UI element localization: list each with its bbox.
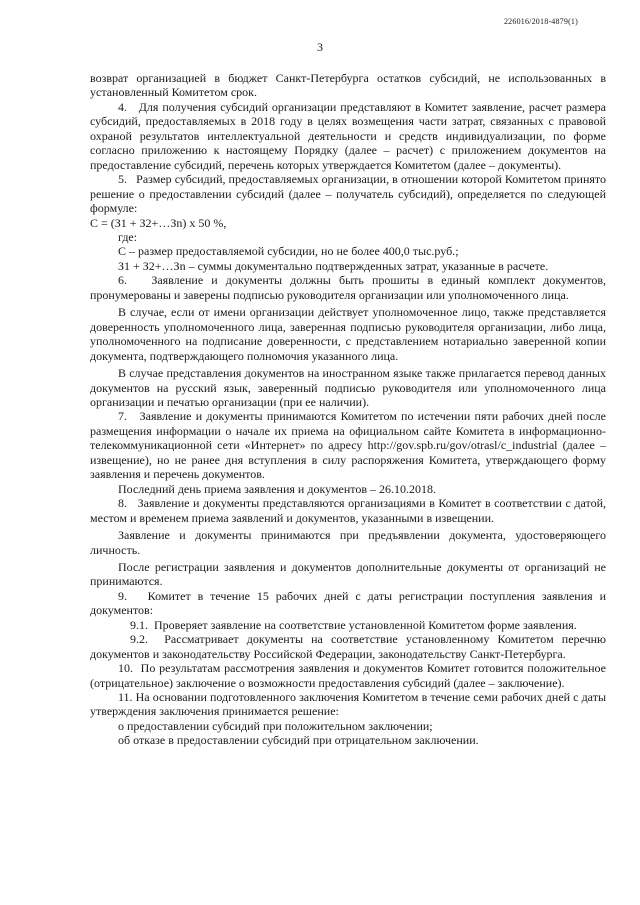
paragraph: 4. Для получения субсидий организации представляют в Комитет заявление, расчет размера субсидий, предоставляемых в 2018 году в целях возмещения части затрат, связанных с правовой охраной результатов интеллектуальной деятельности и средств индивидуализации, по форме согласно приложению к настоящему Порядку (далее – расчет) с приложением документов на предоставление субсидий, перечень которых утверждается Комитетом (далее – документы). [90, 99, 606, 172]
paragraph: С – размер предоставляемой субсидии, но не более 400,0 тыс.руб.; [118, 244, 459, 259]
paragraph: 9.2. Рассматривает документы на соответствие установленному Комитетом перечню документов и законодательству Российской Федерации, законодательству Санкт-Петербурга. [90, 632, 606, 661]
page-number: 3 [317, 40, 323, 54]
paragraph: возврат организацией в бюджет Санкт-Петербурга остатков субсидий, не использованных в установленный Комитетом срок. [90, 71, 606, 100]
paragraph: Последний день приема заявления и документов – 26.10.2018. [118, 481, 437, 496]
document-body [90, 71, 606, 748]
paragraph: о предоставлении субсидий при положительном заключении; [118, 718, 433, 733]
paragraph: 9.1. Проверяет заявление на соответствие установленной Комитетом форме заявления. [130, 617, 577, 632]
document-id: 226016/2018-4879(1) [503, 17, 578, 26]
paragraph: Заявление и документы принимаются при предъявлении документа, удостоверяющего личность. [90, 528, 606, 557]
paragraph: 6. Заявление и документы должны быть прошиты в единый комплект документов, пронумерованы и заверены подписью руководителя организации или уполномоченного лица. [90, 273, 606, 302]
paragraph: 11. На основании подготовленного заключения Комитетом в течение семи рабочих дней с даты утверждения заключения принимается решение: [90, 690, 606, 719]
paragraph: об отказе в предоставлении субсидий при отрицательном заключении. [118, 733, 479, 748]
paragraph: 5. Размер субсидий, предоставляемых организации, в отношении которой Комитетом принято решение о предоставлении субсидий (далее – получатель субсидий), определяется по следующей формуле: [90, 172, 606, 216]
paragraph: 10. По результатам рассмотрения заявления и документов Комитет готовится положительное (отрицательное) заключение о возможности предоставления субсидий (далее – заключение). [90, 661, 606, 690]
formula: С = (З1 + З2+…Зn) х 50 %, [90, 215, 227, 230]
paragraph: В случае, если от имени организации действует уполномоченное лицо, также представляется доверенность уполномоченного лица, заверенная подписью руководителя организации, либо лица, уполномоченного на подписание доверенности, с представлением нотариально заверенной копии документа, подтверждающего полномочия указанного лица. [90, 305, 606, 363]
paragraph: В случае представления документов на иностранном языке также прилагается перевод данных документов на русский язык, заверенный подписью руководителя или уполномоченного лица организации и печатью организации (при ее наличии). [90, 366, 606, 409]
paragraph: После регистрации заявления и документов дополнительные документы от организаций не принимаются. [90, 559, 606, 589]
formula-legend: З1 + З2+…Зn – суммы документально подтвержденных затрат, указанные в расчете. [118, 258, 549, 273]
paragraph: 9. Комитет в течение 15 рабочих дней с даты регистрации поступления заявления и документов: [90, 588, 606, 618]
paragraph: 8. Заявление и документы представляются организациями в Комитет в соответствии с датой, местом и временем приема заявлений и документов, указанными в извещении. [90, 496, 606, 525]
paragraph: где: [118, 229, 138, 244]
paragraph: 7. Заявление и документы принимаются Комитетом по истечении пяти рабочих дней после размещения информации о начале их приема на официальном сайте Комитета в информационно-телекоммуникационной сети «Интернет» по адресу http://gov.spb.ru/gov/otrasl/c_industrial (далее – извещение), но не ранее дня вступления в силу распоряжения Комитета, утверждающего форму заявления и перечень документов. [90, 409, 606, 482]
